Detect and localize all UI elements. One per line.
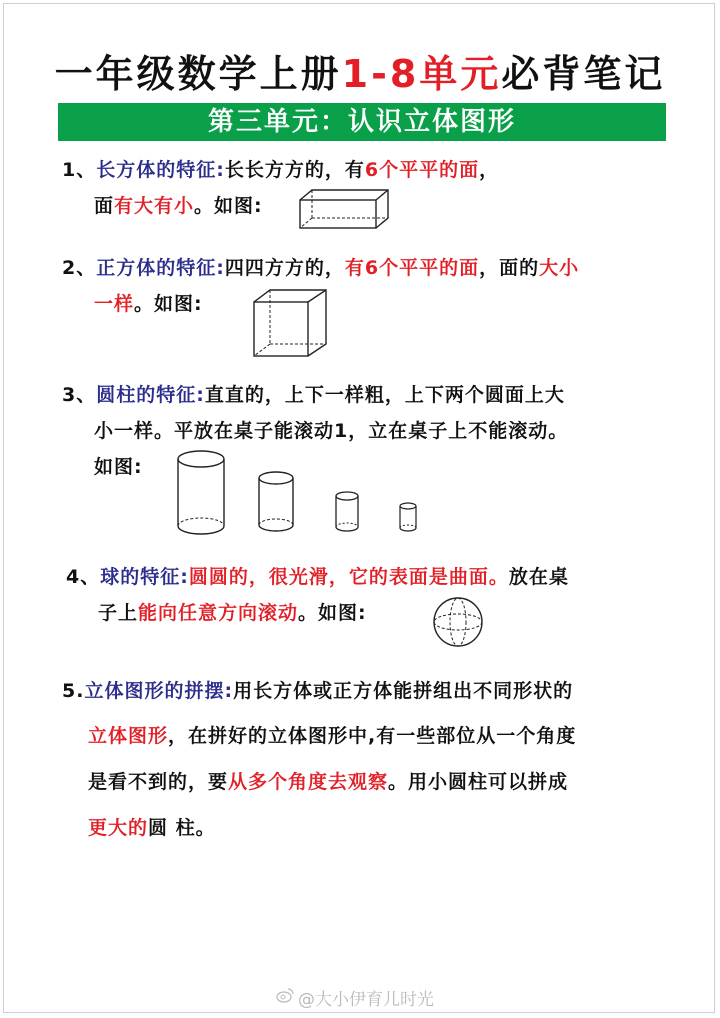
cylinder-figure-medium: [257, 471, 295, 533]
item-1-number: 1、: [62, 159, 97, 181]
text-segment: 。如图:: [194, 195, 263, 217]
item-2-number: 2、: [62, 257, 97, 279]
item-3-number: 3、: [62, 384, 97, 406]
text-segment: 一样: [94, 293, 135, 315]
unit-banner: 第三单元：认识立体图形: [58, 103, 666, 141]
text-segment: 大小: [539, 257, 580, 279]
weibo-icon: [276, 987, 294, 1003]
text-segment: 用长方体或正方体能拼组出不同形状的: [233, 680, 574, 702]
item-5-number: 5.: [62, 680, 85, 702]
title-part-2: 1-8单元: [341, 52, 502, 96]
item-3-line-2: [94, 418, 568, 444]
title-part-3: 必背笔记: [501, 52, 666, 96]
item-5-line-4: [88, 815, 216, 841]
item-5-line-1: [62, 678, 573, 704]
text-segment: 如图:: [94, 456, 143, 478]
watermark-text: @大小伊育儿时光: [298, 990, 434, 1010]
item-3-line-3: [94, 454, 143, 480]
text-segment: 。用小圆柱可以拼成: [388, 771, 569, 793]
cylinder-figure-small: [334, 491, 360, 533]
text-segment: 立体图形: [88, 725, 169, 747]
item-2-line-1: [62, 255, 579, 281]
text-segment: 。如图:: [298, 602, 367, 624]
text-segment: ，在拼好的立体图形中,有一些部位从一个角度: [168, 725, 577, 747]
text-segment: ，: [479, 159, 500, 181]
item-4-line-2: [98, 600, 367, 626]
item-4-number: 4、: [66, 566, 101, 588]
text-segment: 有6个平平的面: [344, 257, 480, 279]
item-4-line-1: [66, 564, 569, 590]
text-segment: 四四方方的，: [224, 257, 345, 279]
item-1-label: 长方体的特征:: [96, 159, 225, 181]
text-segment: 圆圆的，很光滑，它的表面是曲面。: [188, 566, 509, 588]
text-segment: 小一样。平放在桌子能滚动1，立在桌子上不能滚动。: [94, 420, 569, 442]
page-title: [0, 46, 720, 102]
title-part-1: 一年级数学上册: [54, 52, 342, 96]
item-3-line-1: [62, 382, 565, 408]
sphere-figure: [432, 596, 484, 648]
cylinder-figure-large: [176, 450, 226, 536]
item-1-line-1: [62, 157, 499, 183]
item-3-label: 圆柱的特征:: [96, 384, 205, 406]
text-segment: 放在桌: [508, 566, 569, 588]
item-4-label: 球的特征:: [100, 566, 189, 588]
item-2-label: 正方体的特征:: [96, 257, 225, 279]
text-segment: 长长方方的，有: [224, 159, 365, 181]
text-segment: 子上: [98, 602, 139, 624]
text-segment: ，面的: [479, 257, 540, 279]
text-segment: 从多个角度去观察: [228, 771, 389, 793]
item-1-line-2: [94, 193, 263, 219]
item-5-line-2: [88, 723, 576, 749]
text-segment: 直直的，上下一样粗，上下两个圆面上大: [204, 384, 565, 406]
text-segment: 6个平平的面: [364, 159, 480, 181]
text-segment: 圆 柱。: [148, 817, 216, 839]
text-segment: 是看不到的，要: [88, 771, 229, 793]
cylinder-figure-tiny: [398, 502, 418, 534]
text-segment: 更大的: [88, 817, 149, 839]
item-5-line-3: [88, 769, 568, 795]
text-segment: 有大有小: [114, 195, 195, 217]
text-segment: 能向任意方向滚动: [138, 602, 299, 624]
item-2-line-2: [94, 291, 203, 317]
text-segment: 面: [94, 195, 115, 217]
cube-figure: [252, 288, 330, 358]
cuboid-figure: [298, 188, 390, 230]
item-5-label: 立体图形的拼摆:: [84, 680, 234, 702]
text-segment: 。如图:: [134, 293, 203, 315]
